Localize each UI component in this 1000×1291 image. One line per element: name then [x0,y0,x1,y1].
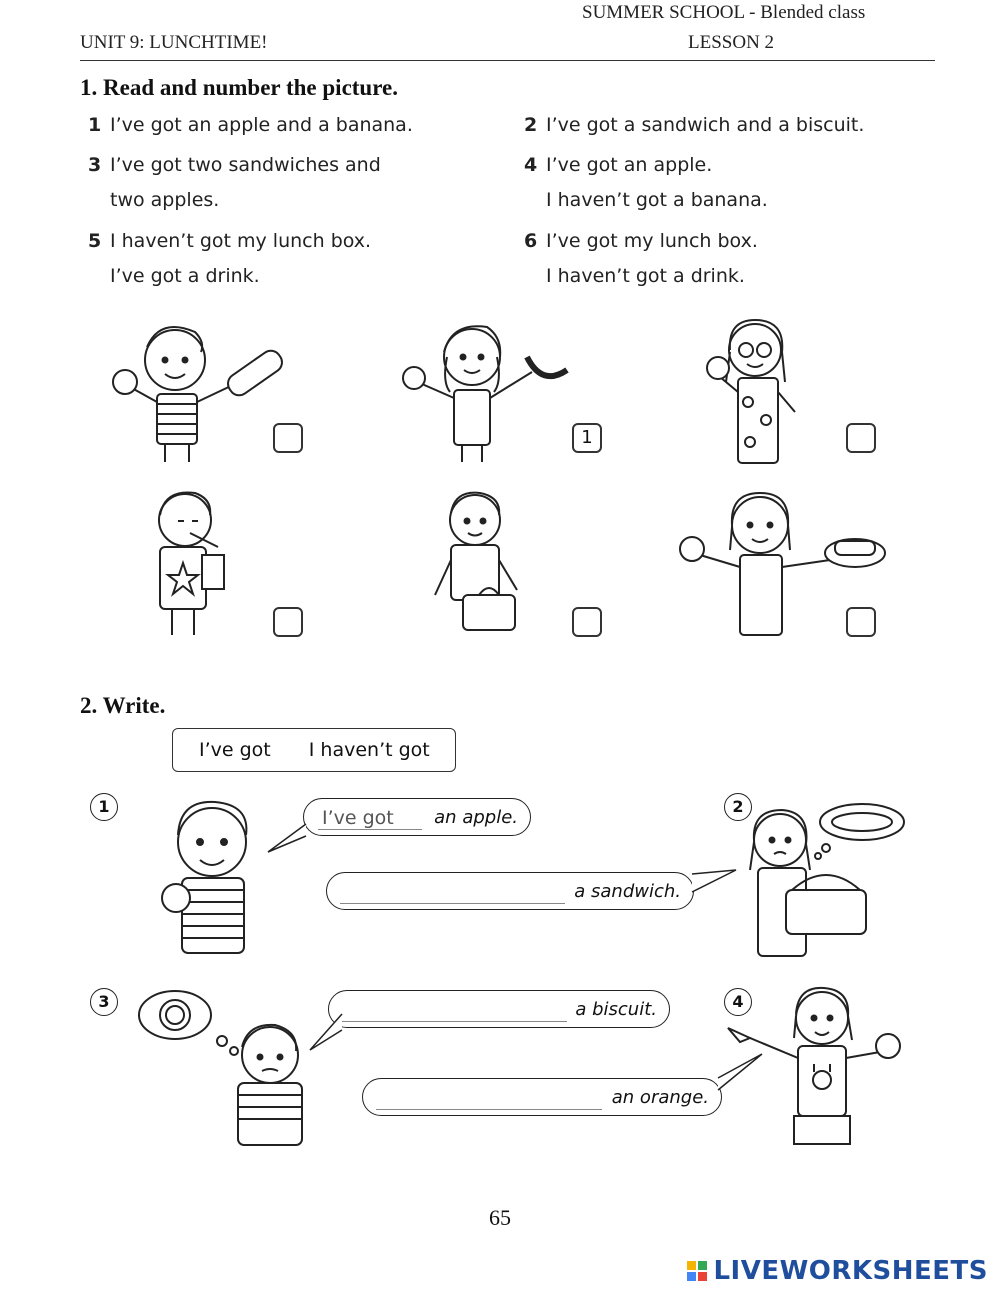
liveworksheets-logo[interactable] [687,1256,988,1286]
bubble-pointer-1 [266,818,310,858]
sentence-3 [88,148,508,218]
bubble-tail-text: a biscuit. [575,998,657,1020]
sentence-number: 5 [88,230,102,252]
bubble-pointer-3 [306,1010,346,1054]
sentence-number: 2 [524,114,538,136]
sentence-text: I’ve got my lunch box. [546,230,758,252]
sentence-text-2: I haven’t got a drink. [546,265,745,287]
sentence-text: I’ve got two sandwiches and [110,154,381,176]
sentence-text: I’ve got an apple and a banana. [110,114,413,136]
logo-icon [687,1261,707,1281]
picture-girl-apple [700,312,820,467]
bubble-pointer-2 [690,866,740,900]
picture-boy-with-apple [150,790,280,960]
picture-girl-empty-lunchbox [740,800,920,960]
answer-box-4[interactable] [273,607,303,637]
sentence-2 [524,108,944,143]
word-options-box [172,728,456,772]
picture-girl-orange [710,980,910,1150]
sentence-text: I haven’t got my lunch box. [110,230,372,252]
answer-input-2[interactable] [340,880,565,904]
sentence-5 [88,224,508,294]
answer-box-5[interactable] [572,607,602,637]
sentence-text: I’ve got a sandwich and a biscuit. [546,114,865,136]
unit-title: UNIT 9: LUNCHTIME! [80,32,268,53]
school-title: SUMMER SCHOOL - Blended class [582,2,866,23]
answer-input-4[interactable] [376,1086,602,1110]
sentence-1 [88,108,508,143]
sentence-number: 3 [88,154,102,176]
answer-box-6[interactable] [846,607,876,637]
sentence-text-2: I’ve got a drink. [110,265,260,287]
item-number-4: 4 [724,988,752,1016]
lesson-title: LESSON 2 [688,32,775,53]
sentence-text-2: I haven’t got a banana. [546,189,768,211]
sentence-text-2: two apples. [110,189,220,211]
item-number-1: 1 [90,793,118,821]
item-number-2: 2 [724,793,752,821]
picture-boy-lunchbox [425,485,535,640]
exercise-2-title: 2. Write. [80,693,166,718]
page-number: 65 [489,1205,511,1230]
answer-input-3[interactable] [342,998,567,1022]
bubble-tail-text: an orange. [611,1086,709,1108]
sentence-text: I’ve got an apple. [546,154,713,176]
sentence-number: 6 [524,230,538,252]
sentence-number: 1 [88,114,102,136]
bubble-tail-text: a sandwich. [574,880,681,902]
answer-box-1[interactable] [273,423,303,453]
sentence-4 [524,148,944,218]
sentence-number: 4 [524,154,538,176]
answer-box-3[interactable] [846,423,876,453]
header-divider [80,60,935,61]
picture-boy-drink [140,485,250,640]
word-option: I’ve got [199,739,271,761]
exercise-1-title: 1. Read and number the picture. [80,75,398,100]
answer-box-2[interactable]: 1 [572,423,602,453]
answer-input-1[interactable] [318,806,422,830]
sentence-6 [524,224,944,294]
logo-text: LIVEWORKSHEETS [713,1256,988,1286]
bubble-tail-text: an apple. [434,806,518,828]
item-number-3: 3 [90,988,118,1016]
word-option: I haven’t got [308,739,430,761]
picture-boy-thinking-biscuit [130,985,310,1150]
picture-girl-apple-banana [392,312,582,467]
